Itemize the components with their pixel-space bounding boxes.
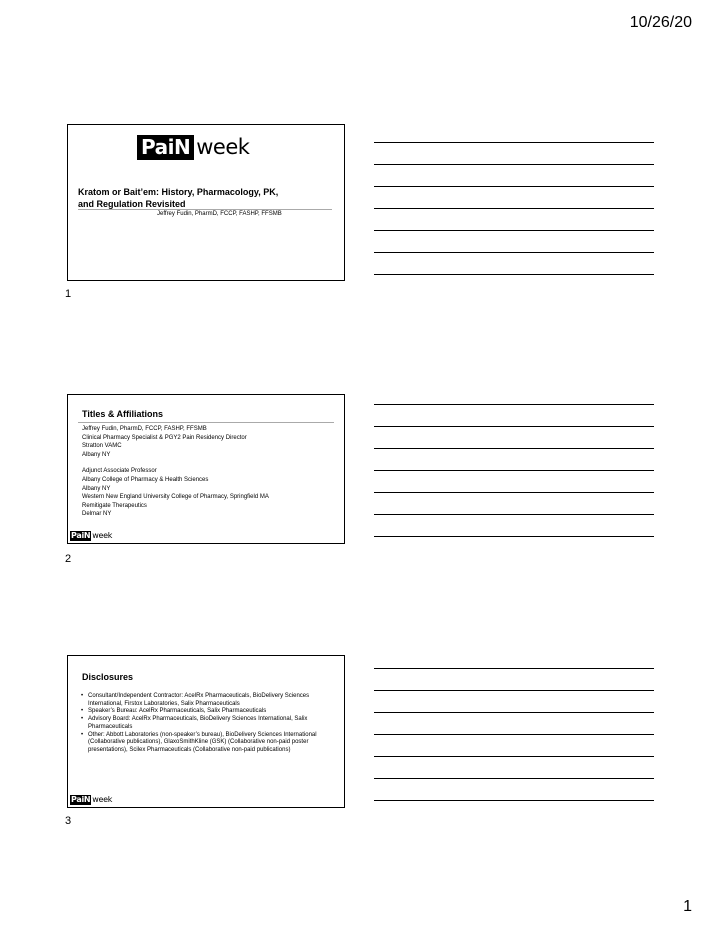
title-line-1: Kratom or Bait’em: History, Pharmacology, PK, <box>78 187 279 197</box>
disclosures-list <box>81 693 339 755</box>
slide-number-3: 3 <box>65 815 72 827</box>
logo-week-text: week <box>196 135 250 159</box>
slide-3-title: Disclosures <box>82 672 134 682</box>
logo-week-text: week <box>92 531 113 540</box>
affiliation-line: Stratton VAMC <box>82 443 122 450</box>
notes-lines-3 <box>374 668 654 822</box>
slide-3 <box>67 655 345 808</box>
affiliation-line: Adjunct Associate Professor <box>82 468 157 475</box>
notes-lines-2 <box>374 404 654 558</box>
logo-pain-text: PaiN <box>71 795 91 804</box>
slide-2 <box>67 394 345 544</box>
affiliation-line: Albany NY <box>82 485 111 492</box>
slide-2-title: Titles & Affiliations <box>82 409 164 419</box>
logo-pain-text: PaiN <box>137 135 194 160</box>
slide-1-author: Jeffrey Fudin, PharmD, FCCP, FASHP, FFSMB <box>157 211 282 217</box>
list-item: • Advisory Board: AcelRx Pharmaceuticals, BioDelivery Sciences International, Salix Pharmaceuticals <box>81 716 339 731</box>
title-divider <box>78 209 332 210</box>
print-date: 10/26/20 <box>629 14 692 31</box>
slide-1 <box>67 124 345 281</box>
painweek-logo <box>137 135 276 160</box>
painweek-logo-small <box>70 531 117 541</box>
affiliation-line: Western New England University College of Pharmacy, Springfield MA <box>82 494 269 501</box>
slide-1-title <box>78 186 278 210</box>
painweek-logo-small <box>70 795 117 805</box>
slide-number-1: 1 <box>65 288 72 300</box>
affiliation-line: Clinical Pharmacy Specialist & PGY2 Pain Residency Director <box>82 434 247 441</box>
list-item: • Consultant/Independent Contractor: AcelRx Pharmaceuticals, BioDelivery Sciences International, Firstox Laboratories, Salix Pharmaceuticals <box>81 693 339 708</box>
page-number: 1 <box>683 898 692 915</box>
list-item: • Other: Abbott Laboratories (non-speaker’s bureau), BioDelivery Sciences International (Collaborative publications), GlaxoSmithKline (GSK) (Collaborative non-paid poster presentations), Scilex Pharmaceuticals (Collaborative non-paid publications) <box>81 732 339 755</box>
affiliation-line: Jeffrey Fudin, PharmD, FCCP, FASHP, FFSMB <box>82 426 207 432</box>
title-divider <box>78 422 334 423</box>
affiliation-line: Delmar NY <box>82 511 112 518</box>
notes-lines-1 <box>374 142 654 296</box>
title-line-2: and Regulation Revisited <box>78 199 186 209</box>
affiliation-line: Albany NY <box>82 451 111 458</box>
logo-week-text: week <box>92 795 113 804</box>
list-item: • Speaker’s Bureau: AcelRx Pharmaceuticals, Salix Pharmaceuticals <box>81 708 339 716</box>
affiliations-text <box>82 425 269 519</box>
affiliation-line: Albany College of Pharmacy & Health Sciences <box>82 476 209 483</box>
logo-pain-text: PaiN <box>71 531 91 540</box>
slide-number-2: 2 <box>65 553 72 565</box>
affiliation-line: Remitigate Therapeutics <box>82 502 147 509</box>
